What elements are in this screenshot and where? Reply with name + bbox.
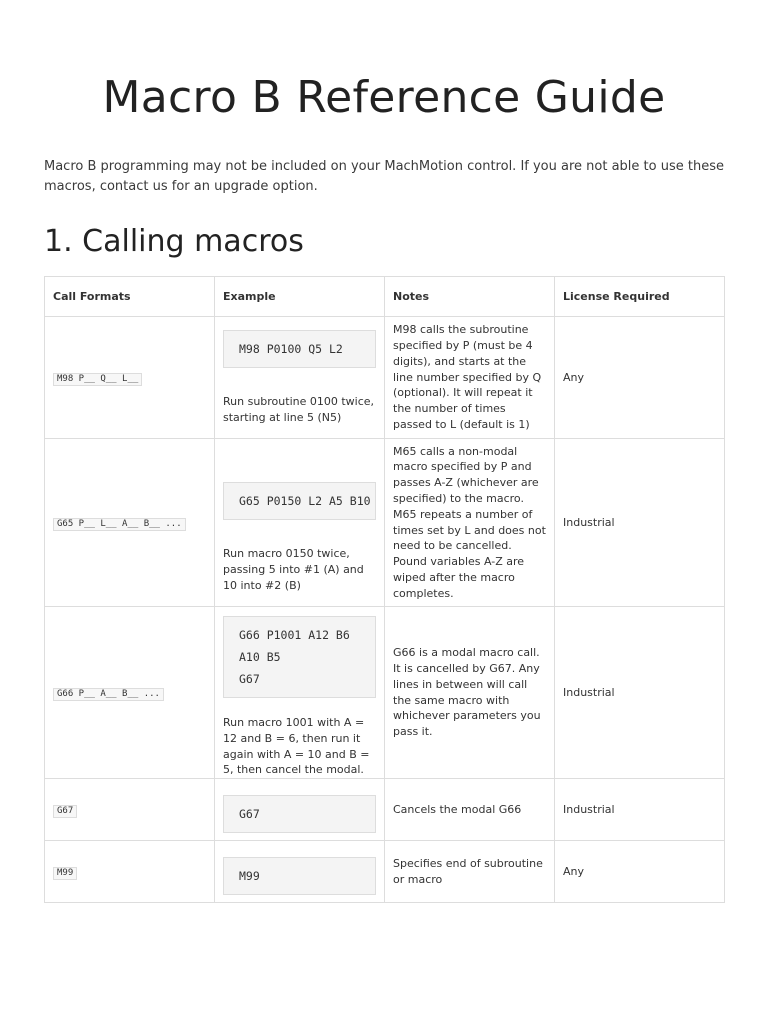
example-description: Run subroutine 0100 twice, starting at line 5 (N5)	[223, 394, 375, 424]
section-heading: 1. Calling macros	[44, 224, 304, 259]
call-format-code: G66 P__ A__ B__ ...	[53, 688, 164, 701]
table-row	[45, 607, 725, 779]
table-row	[45, 439, 725, 607]
call-format-code: G67	[53, 805, 77, 818]
macro-reference-table	[44, 276, 725, 903]
example-cell	[215, 779, 385, 841]
license-cell: Industrial	[555, 607, 725, 779]
header-license-required: License Required	[555, 277, 725, 317]
call-format-cell	[45, 779, 215, 841]
license-cell: Any	[555, 317, 725, 439]
notes-cell: Specifies end of subroutine or macro	[385, 841, 555, 903]
call-format-cell	[45, 841, 215, 903]
table-row	[45, 779, 725, 841]
notes-cell: G66 is a modal macro call. It is cancelled by G67. Any lines in between will call the same macro with whichever parameters you pass it.	[385, 607, 555, 779]
call-format-code: M98 P__ Q__ L__	[53, 373, 142, 386]
example-code-block: M98 P0100 Q5 L2	[223, 330, 376, 368]
example-cell	[215, 317, 385, 439]
license-cell: Industrial	[555, 779, 725, 841]
license-cell: Industrial	[555, 439, 725, 607]
header-call-formats: Call Formats	[45, 277, 215, 317]
intro-paragraph: Macro B programming may not be included on your MachMotion control. If you are not able to use these macros, contact us for an upgrade option.	[44, 159, 724, 194]
call-format-code: M99	[53, 867, 77, 880]
example-cell	[215, 841, 385, 903]
header-notes: Notes	[385, 277, 555, 317]
example-code-block: G66 P1001 A12 B6 A10 B5 G67	[223, 616, 376, 698]
example-code-block: M99	[223, 857, 376, 895]
header-example: Example	[215, 277, 385, 317]
license-cell: Any	[555, 841, 725, 903]
notes-cell: Cancels the modal G66	[385, 779, 555, 841]
example-description: Run macro 1001 with A = 12 and B = 6, then run it again with A = 10 and B = 5, then cancel the modal.	[223, 716, 370, 777]
call-format-cell	[45, 439, 215, 607]
page-title: Macro B Reference Guide	[102, 72, 666, 123]
example-code-block: G67	[223, 795, 376, 833]
table-row	[45, 317, 725, 439]
table-header-row	[45, 277, 725, 317]
example-description: Run macro 0150 twice, passing 5 into #1 (A) and 10 into #2 (B)	[223, 547, 364, 592]
example-code-block: G65 P0150 L2 A5 B10	[223, 482, 376, 520]
call-format-cell	[45, 607, 215, 779]
call-format-code: G65 P__ L__ A__ B__ ...	[53, 518, 186, 531]
example-cell	[215, 439, 385, 607]
example-cell	[215, 607, 385, 779]
table-row	[45, 841, 725, 903]
call-format-cell	[45, 317, 215, 439]
notes-cell: M65 calls a non-modal macro specified by P and passes A-Z (whichever are specified) to the macro. M65 repeats a number of times set by L and does not need to be cancelled. Pound variables A-Z are wiped after the macro completes.	[385, 439, 555, 607]
notes-cell: M98 calls the subroutine specified by P (must be 4 digits), and starts at the line number specified by Q (optional). It will repeat it the number of times passed to L (default is 1)	[385, 317, 555, 439]
